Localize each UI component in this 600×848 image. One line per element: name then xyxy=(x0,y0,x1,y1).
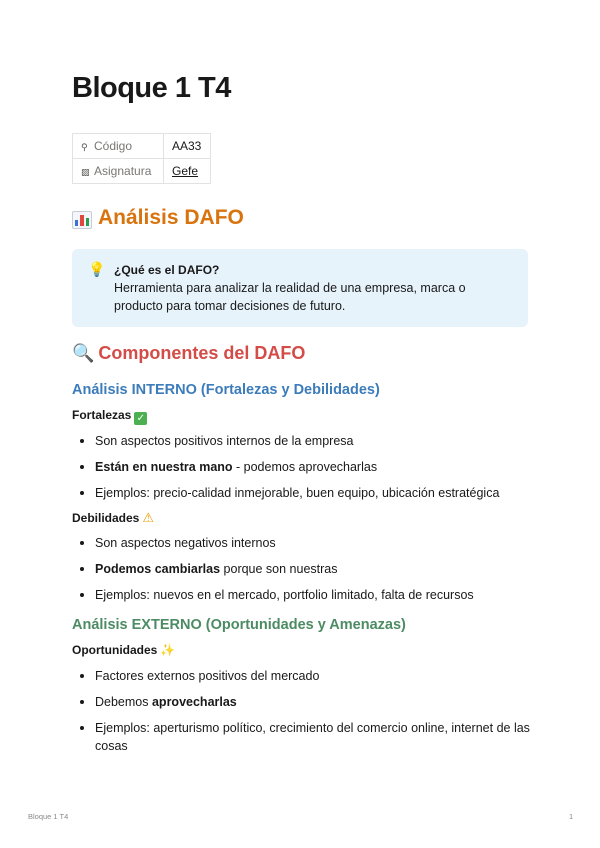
property-value[interactable] xyxy=(164,159,211,184)
list-item: Son aspectos positivos internos de la empresa xyxy=(72,432,542,450)
list-item: Factores externos positivos del mercado xyxy=(72,667,542,685)
sparkle-icon: ✨ xyxy=(160,643,176,657)
property-value[interactable]: AA33 xyxy=(164,134,211,159)
list-item: Son aspectos negativos internos xyxy=(72,534,542,552)
search-icon: ⚲ xyxy=(81,142,88,152)
callout-title: ¿Qué es el DAFO? xyxy=(114,263,220,277)
list-item: Podemos cambiarlas porque son nuestras xyxy=(72,560,542,578)
list-item: Están en nuestra mano - podemos aprovecharlas xyxy=(72,458,542,476)
list-item: Ejemplos: aperturismo político, crecimiento del comercio online, internet de las cosas xyxy=(72,719,535,755)
heading-componentes: 🔍 Componentes del DAFO xyxy=(72,343,306,363)
warning-icon: ⚠ xyxy=(142,510,155,525)
heading-analisis-dafo: Análisis DAFO xyxy=(72,206,244,230)
label-oportunidades: Oportunidades ✨ xyxy=(72,643,176,657)
heading-analisis-interno: Análisis INTERNO (Fortalezas y Debilidades) xyxy=(72,382,380,398)
label-fortalezas: Fortalezas ✓ xyxy=(72,408,147,425)
lightbulb-icon: 💡 xyxy=(88,261,106,277)
list-item: Debemos aprovecharlas xyxy=(72,693,542,711)
list-debilidades xyxy=(72,534,542,612)
callout xyxy=(72,249,528,327)
page-number: 1 xyxy=(569,812,574,821)
bar-chart-icon xyxy=(72,206,92,230)
check-mark-icon: ✓ xyxy=(134,412,147,425)
lock-icon: ▨ xyxy=(81,167,90,177)
footer-title: Bloque 1 T4 xyxy=(28,812,69,821)
subject-link[interactable]: Gefe xyxy=(172,164,199,178)
list-item: Ejemplos: precio-calidad inmejorable, buen equipo, ubicación estratégica xyxy=(72,484,542,502)
property-row xyxy=(73,134,211,159)
callout-body: Herramienta para analizar la realidad de una empresa, marca o producto para tomar decisiones de futuro. xyxy=(114,281,466,313)
label-debilidades: Debilidades ⚠ xyxy=(72,510,155,525)
property-row xyxy=(73,159,211,184)
list-fortalezas xyxy=(72,432,542,510)
magnifying-glass-icon: 🔍 xyxy=(72,343,95,363)
heading-analisis-externo: Análisis EXTERNO (Oportunidades y Amenazas) xyxy=(72,617,406,633)
list-item: Ejemplos: nuevos en el mercado, portfolio limitado, falta de recursos xyxy=(72,586,542,604)
properties-table xyxy=(72,133,211,184)
list-oportunidades xyxy=(72,667,542,763)
page-title: Bloque 1 T4 xyxy=(72,72,231,104)
property-key: ▨ Asignatura xyxy=(73,159,164,184)
property-key: ⚲ Código xyxy=(73,134,164,159)
